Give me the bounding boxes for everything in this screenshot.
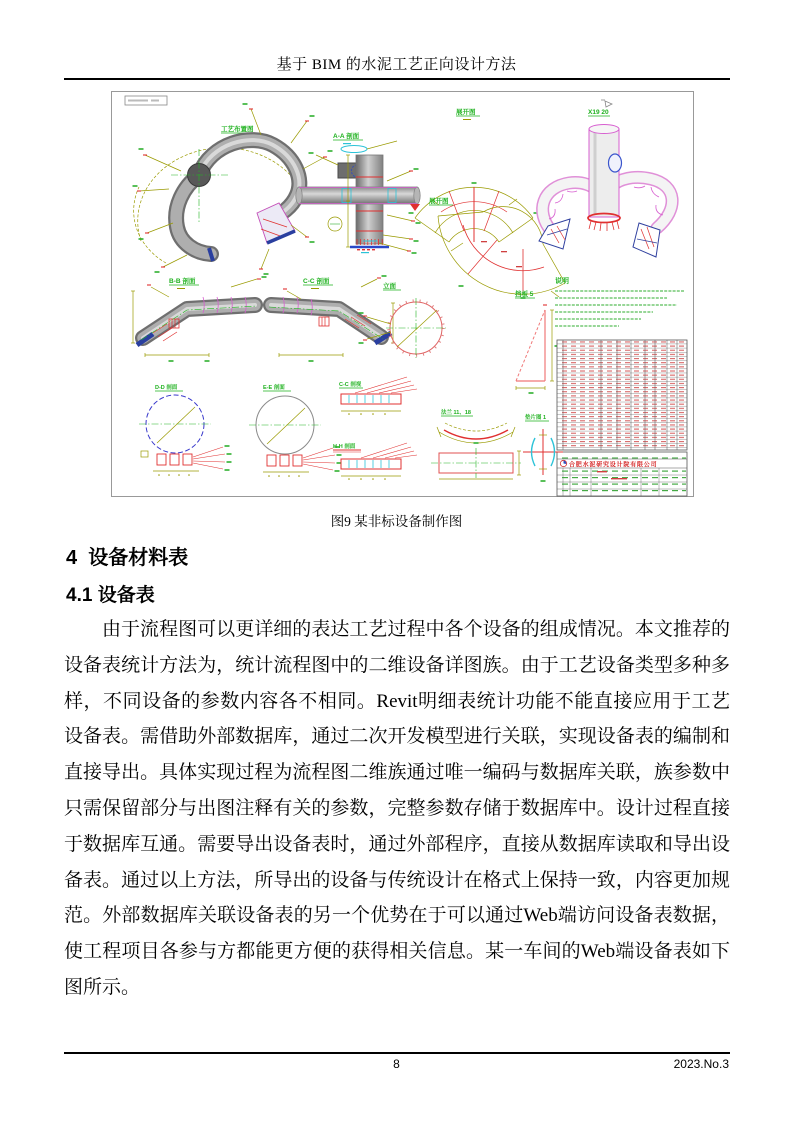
view-label-dev-upper: 展开图 — [456, 109, 476, 116]
view-label-flange: 法兰 11、18 — [441, 410, 471, 416]
header-divider — [64, 78, 730, 80]
view-label-section-dd: D-D 剖面 — [155, 385, 178, 391]
title-block — [557, 452, 687, 496]
view-label-section-aa: A-A 剖面 — [333, 133, 360, 140]
body-paragraph: 由于流程图可以更详细的表达工艺过程中各个设备的组成情况。本文推荐的设备表统计方法为，统计流程图中的二维设备详图族。由于工艺设备类型多种多样，不同设备的参数内容各不相同。Revit明细表统计功能不能直接应用于工艺设备表。需借助外部数据库，通过二次开发模型进行关联，实现设备表的编制和直接导出。具体实现过程为流程图二维族通过唯一编码与数据库关联，族参数中只需保留部分与出图注释有关的参数，完整参数存储于数据库中。设计过程直接于数据库互通。需要导出设备表时，通过外部程序，直接从数据库读取和导出设备表。通过以上方法，所导出的设备与传统设计在格式上保持一致，内容更加规范。外部数据库关联设备表的另一个优势在于可以通过Web端访问设备表数据，使工程项目各参与方都能更方便的获得相关信息。某一车间的Web端设备表如下图所示。 — [64, 619, 730, 998]
view-label-iso: X19 20 — [588, 109, 609, 116]
page-header-title: 基于 BIM 的水泥工艺正向设计方法 — [276, 57, 517, 73]
view-label-elevation: 立面 — [383, 283, 396, 290]
view-label-section-cc: C-C 剖面 — [303, 278, 330, 285]
view-label-strip-cc: C-C 剖视 — [339, 382, 362, 388]
section-heading: 4 设备材料表 — [66, 547, 189, 569]
view-label-strip-hh: H-H 剖面 — [333, 444, 356, 450]
issue-label: 2023.No.3 — [673, 1057, 729, 1071]
drawing-corner-tab — [125, 96, 167, 105]
bom-table — [557, 340, 687, 450]
view-label-baffle: 挡板 5 — [515, 291, 534, 298]
view-label-gasket: 垫片图 1 — [525, 415, 547, 421]
view-label-layout: 工艺布置图 — [221, 126, 254, 133]
footer-divider — [64, 1052, 730, 1054]
notes-title: 说明 — [555, 278, 569, 285]
page-number: 8 — [393, 1057, 400, 1071]
subsection-heading: 4.1 设备表 — [66, 585, 155, 606]
view-label-section-bb: B-B 剖面 — [169, 278, 196, 285]
cross-pipe — [299, 187, 417, 204]
figure-caption: 图9 某非标设备制作图 — [330, 514, 463, 529]
view-label-dev-lower: 展开图 — [429, 198, 449, 205]
view-label-section-ee: E-E 剖面 — [263, 385, 285, 391]
company-name: 合肥水泥研究设计院有限公司 — [569, 462, 658, 469]
figure-9-drawing — [111, 91, 694, 497]
